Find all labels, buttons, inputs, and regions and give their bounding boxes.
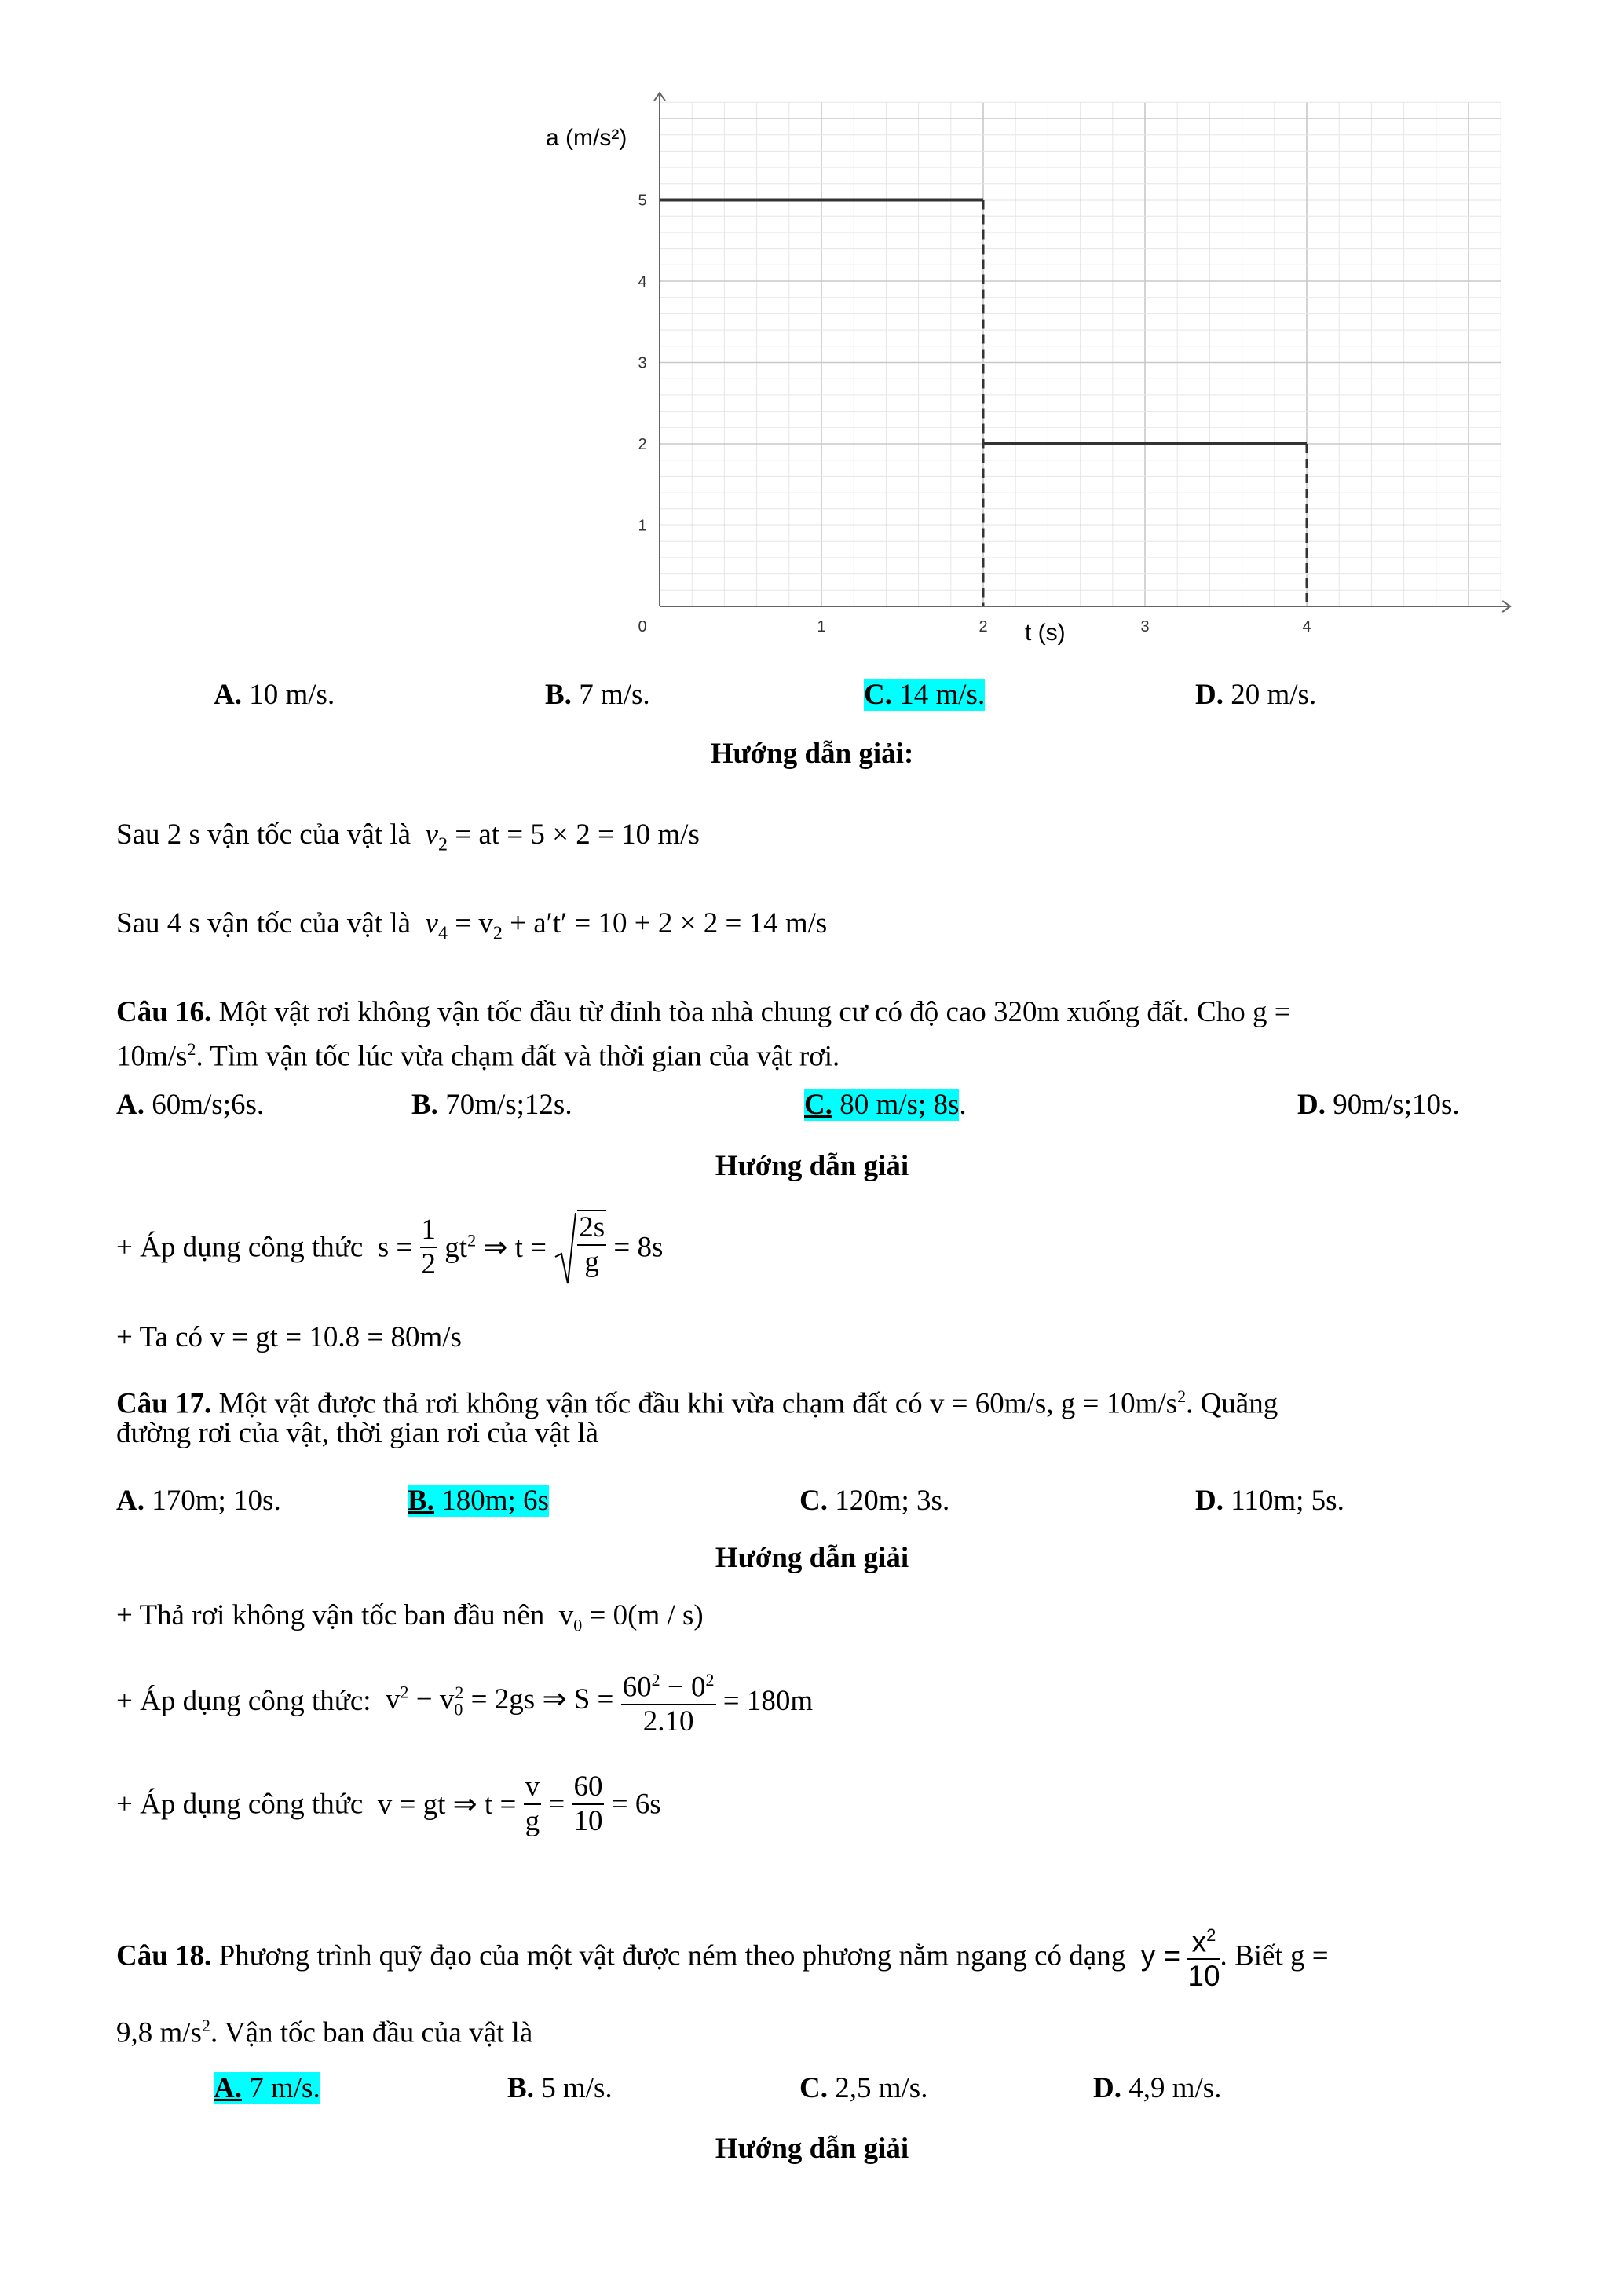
q17-question-line-2: đường rơi của vật, thời gian rơi của vật là bbox=[116, 1417, 599, 1449]
option-letter: C. bbox=[799, 1485, 828, 1517]
option-letter: D. bbox=[1297, 1089, 1326, 1121]
q15-solution-line-1 bbox=[116, 817, 700, 862]
option-letter: A. bbox=[116, 1089, 144, 1121]
q17-option-b[interactable] bbox=[408, 1483, 549, 1519]
y-tick-label: 4 bbox=[638, 273, 647, 291]
question-label: Câu 16. bbox=[116, 996, 212, 1028]
y-tick-label: 2 bbox=[638, 436, 647, 453]
option-text: 14 m/s. bbox=[891, 679, 986, 711]
square-root: $\frac{2s}{g}$ bbox=[554, 1208, 606, 1287]
x-axis-label: t (s) bbox=[1025, 620, 1066, 646]
question-label: Câu 18. bbox=[116, 1939, 212, 1972]
fraction-one-half: $\frac{1}{2}$ bbox=[421, 1214, 437, 1280]
q18-option-a[interactable] bbox=[214, 2071, 320, 2107]
question-text: . Biết g = bbox=[1220, 1939, 1329, 1972]
option-text: 180m; 6s bbox=[433, 1485, 549, 1517]
acceleration-time-chart bbox=[503, 110, 1311, 660]
option-text: 90m/s;10s. bbox=[1325, 1089, 1460, 1121]
option-text: 10 m/s. bbox=[241, 679, 335, 711]
option-text: 20 m/s. bbox=[1223, 679, 1317, 711]
option-letter: C. bbox=[799, 2072, 828, 2104]
q17-guide-title: Hướng dẫn giải bbox=[715, 1542, 909, 1574]
option-letter: D. bbox=[1093, 2072, 1121, 2104]
q16-solution-velocity: + Ta có v = gt = 10.8 = 80m/s bbox=[116, 1321, 462, 1353]
solution-text: + Áp dụng công thức bbox=[116, 1788, 364, 1821]
q15-option-b[interactable] bbox=[545, 677, 650, 713]
x-tick-label: 1 bbox=[817, 618, 826, 635]
q17-solution-line-3: + Áp dụng công thức v = gt ⇒ t = $\frac{v}{g}$ = $\frac{60}{10}$ = 6s bbox=[116, 1771, 661, 1837]
math-v4: $v_4$ bbox=[418, 907, 448, 944]
q15-option-a[interactable] bbox=[214, 677, 335, 713]
question-text: 9,8 m/s bbox=[116, 2016, 202, 2049]
question-text: 10m/s bbox=[116, 1040, 188, 1073]
option-text: 7 m/s. bbox=[571, 679, 650, 711]
x-tick-label: 4 bbox=[1302, 618, 1311, 635]
question-text: . Quãng bbox=[1186, 1387, 1278, 1420]
q17-option-d[interactable] bbox=[1195, 1483, 1344, 1519]
q16-option-c[interactable]: C. 80 m/s; 8s. bbox=[804, 1089, 967, 1121]
option-text: 80 m/s; 8s bbox=[832, 1089, 960, 1121]
question-text: Một vật rơi không vận tốc đầu từ đỉnh tòa nhà chung cư có độ cao 320m xuống đất. Cho g = bbox=[211, 996, 1291, 1028]
question-label: Câu 17. bbox=[116, 1387, 212, 1420]
option-letter: A. bbox=[116, 1485, 144, 1517]
question-text: . Tìm vận tốc lúc vừa chạm đất và thời gian của vật rơi. bbox=[196, 1040, 840, 1073]
solution-text: Sau 2 s vận tốc của vật là bbox=[116, 818, 411, 851]
option-text: 2,5 m/s. bbox=[827, 2072, 928, 2104]
fraction: $\frac{v}{g}$ bbox=[525, 1771, 540, 1837]
q18-question-line-2: 9,8 $m/s^2$. Vận tốc ban đầu của vật là bbox=[116, 2016, 533, 2049]
fraction: $\frac{60}{10}$ bbox=[573, 1771, 603, 1837]
x-tick-label: 3 bbox=[1140, 618, 1150, 635]
q17-option-a[interactable] bbox=[116, 1483, 281, 1519]
option-text: 7 m/s. bbox=[241, 2072, 320, 2104]
y-tick-label: 5 bbox=[638, 192, 647, 210]
option-text: 120m; 3s. bbox=[827, 1485, 950, 1517]
q15-solution-line-2: Sau 4 s vận tốc của vật là $v_4 = v_2 + a't' = 10 + 2 \times 2 = 14$ m/s bbox=[116, 907, 828, 944]
option-letter: B. bbox=[411, 1089, 438, 1121]
math-expression: = v bbox=[455, 907, 493, 939]
x-tick-label: 2 bbox=[978, 618, 988, 635]
math-v2: $v_2$ bbox=[418, 818, 448, 855]
q15-option-d[interactable] bbox=[1195, 677, 1316, 713]
option-text: 4,9 m/s. bbox=[1121, 2072, 1222, 2104]
option-text: 70m/s;12s. bbox=[437, 1089, 572, 1121]
option-text: 170m; 10s. bbox=[144, 1485, 281, 1517]
q18-option-c[interactable] bbox=[799, 2071, 927, 2107]
option-letter: D. bbox=[1195, 1485, 1223, 1517]
fraction: $\frac{60^2 - 0^2}{2.10}$ bbox=[621, 1664, 716, 1738]
option-letter: A. bbox=[214, 2072, 242, 2104]
q18-option-d[interactable] bbox=[1093, 2071, 1221, 2107]
q16-guide-title: Hướng dẫn giải bbox=[715, 1150, 909, 1182]
y-tick-label: 1 bbox=[638, 517, 647, 535]
x-tick-label: 0 bbox=[638, 618, 647, 635]
option-letter: B. bbox=[507, 2072, 534, 2104]
option-text: 110m; 5s. bbox=[1223, 1485, 1344, 1517]
q18-option-b[interactable] bbox=[507, 2071, 613, 2107]
q18-guide-title: Hướng dẫn giải bbox=[715, 2133, 909, 2165]
q18-question-line-1: Câu 18. Phương trình quỹ đạo của một vật được ném theo phương nằm ngang có dạng y = $\frac{x^2}{10}$ . Biết g = bbox=[116, 1919, 1329, 1993]
option-text: 60m/s;6s. bbox=[144, 1089, 265, 1121]
option-letter: B. bbox=[545, 679, 572, 711]
q15-guide-title: Hướng dẫn giải: bbox=[710, 738, 914, 770]
q17-solution-line-2: + Áp dụng công thức: $v^2 - v_0^2 = 2gs$ ⇒ S = $\frac{60^2 - 0^2}{2.10}$ = 180m bbox=[116, 1664, 813, 1738]
option-letter: D. bbox=[1195, 679, 1223, 711]
option-letter: C. bbox=[864, 679, 892, 711]
q16-question-line-2: $10m/s^2$. Tìm vận tốc lúc vừa chạm đất và thời gian của vật rơi. bbox=[116, 1039, 840, 1073]
question-text: Phương trình quỹ đạo của một vật được ném theo phương nằm ngang có dạng bbox=[211, 1939, 1126, 1972]
q16-option-a[interactable] bbox=[116, 1087, 264, 1123]
option-letter: B. bbox=[408, 1485, 434, 1517]
y-axis-label: a (m/s²) bbox=[546, 125, 627, 151]
option-text: 5 m/s. bbox=[533, 2072, 613, 2104]
q17-question-line-1: Câu 17. Một vật được thả rơi không vận tốc đầu khi vừa chạm đất có v = 60m/s, $g = 10m/s^2$. Quãng bbox=[116, 1386, 1278, 1420]
math-expression: = at = 5 × 2 = 10 m/s bbox=[455, 818, 700, 851]
question-text: Một vật được thả rơi không vận tốc đầu khi vừa chạm đất có v = 60m/s, g = 10m/s bbox=[211, 1387, 1178, 1420]
math-expression: + a′t′ = 10 + 2 × 2 = 14 m/s bbox=[510, 907, 828, 939]
q16-option-b[interactable] bbox=[411, 1087, 572, 1123]
q17-solution-line-1: + Thả rơi không vận tốc ban đầu nên $v_0 = 0(m / s)$ bbox=[116, 1599, 704, 1635]
option-letter: C. bbox=[804, 1089, 832, 1121]
fraction-x2-over-10: $\frac{x^2}{10}$ bbox=[1187, 1919, 1220, 1993]
solution-text: + Áp dụng công thức: bbox=[116, 1685, 371, 1718]
solution-text: Sau 4 s vận tốc của vật là bbox=[116, 907, 411, 939]
y-tick-label: 3 bbox=[638, 354, 647, 372]
solution-text: + Thả rơi không vận tốc ban đầu nên bbox=[116, 1599, 545, 1631]
solution-text: + Áp dụng công thức bbox=[116, 1231, 364, 1264]
q16-question-line-1 bbox=[116, 994, 1291, 1031]
q16-solution-formula: + Áp dụng công thức s = $\frac{1}{2}$ $gt^2$ ⇒ t = $\frac{2s}{g}$ = 8s bbox=[116, 1208, 663, 1287]
option-letter: A. bbox=[214, 679, 242, 711]
q17-option-c[interactable] bbox=[799, 1483, 949, 1519]
question-text: . Vận tốc ban đầu của vật là bbox=[210, 2016, 533, 2049]
q15-option-c[interactable] bbox=[864, 677, 985, 713]
q16-option-d[interactable] bbox=[1297, 1087, 1460, 1123]
